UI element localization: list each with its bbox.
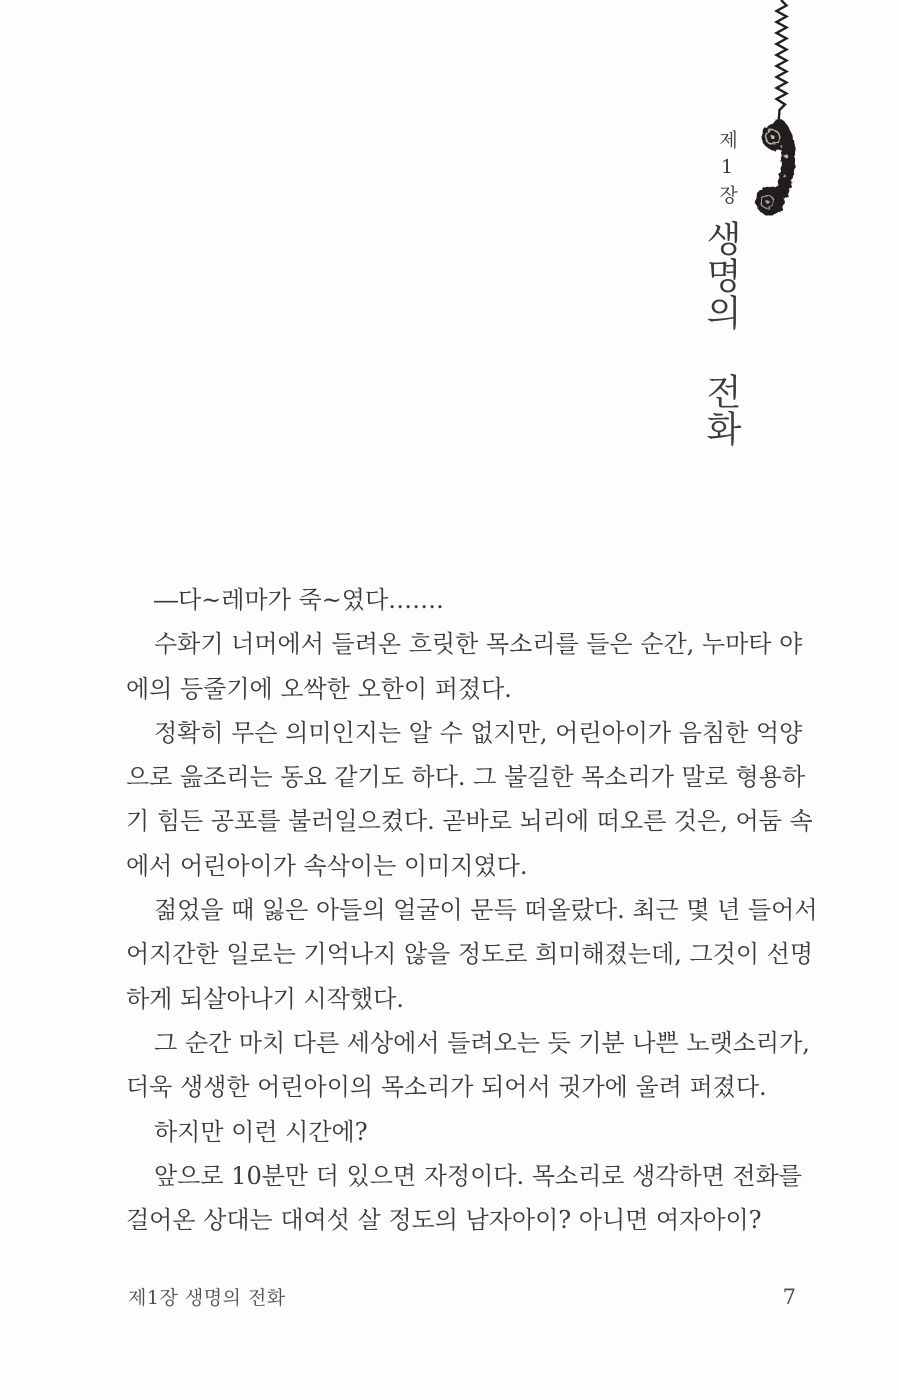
running-title: 제1장 생명의 전화 [128,1287,286,1309]
page-number: 7 [782,1285,796,1309]
body-text [126,578,818,1242]
body-line: 기 힘든 공포를 불러일으켰다. 곧바로 뇌리에 떠오른 것은, 어둠 속 [126,807,813,836]
chapter-title: 생명의 전화 [700,220,742,447]
body-line: 수화기 너머에서 들려온 흐릿한 목소리를 들은 순간, 누마타 야 [154,630,803,659]
body-line: 에의 등줄기에 오싹한 오한이 퍼졌다. [126,674,512,703]
body-line: ―다~레마가 죽~였다……. [154,586,444,614]
handset-body [756,124,790,216]
body-line: 그 순간 마치 다른 세상에서 들려오는 듯 기분 나쁜 노랫소리가, [154,1028,810,1057]
body-line: 걸어온 상대는 대여섯 살 정도의 남자아이? 아니면 여자아이? [126,1206,762,1235]
body-line: 젊었을 때 잃은 아들의 얼굴이 문득 떠올랐다. 최근 몇 년 들어서 [154,896,818,925]
body-line: 더욱 생생한 어린아이의 목소리가 되어서 귓가에 울려 퍼졌다. [126,1073,767,1102]
body-line: 앞으로 10분만 더 있으면 자정이다. 목소리로 생각하면 전화를 [154,1161,802,1190]
body-line: 정확히 무슨 의미인지는 알 수 없지만, 어린아이가 음침한 억양 [154,718,803,747]
body-line: 으로 읊조리는 동요 같기도 하다. 그 불길한 목소리가 말로 형용하 [126,763,806,792]
body-line: 하게 되살아나기 시작했다. [126,984,404,1013]
body-line: 에서 어린아이가 속삭이는 이미지였다. [126,851,528,880]
page-footer [128,1283,796,1310]
hanging-telephone-handset-icon [748,0,810,232]
phone-cord [777,0,787,123]
body-line: 하지만 이런 시간에? [154,1117,368,1146]
chapter-number-label: 제1장 [716,130,738,211]
body-line: 어지간한 일로는 기억나지 않을 정도로 희미해졌는데, 그것이 선명 [126,940,813,969]
